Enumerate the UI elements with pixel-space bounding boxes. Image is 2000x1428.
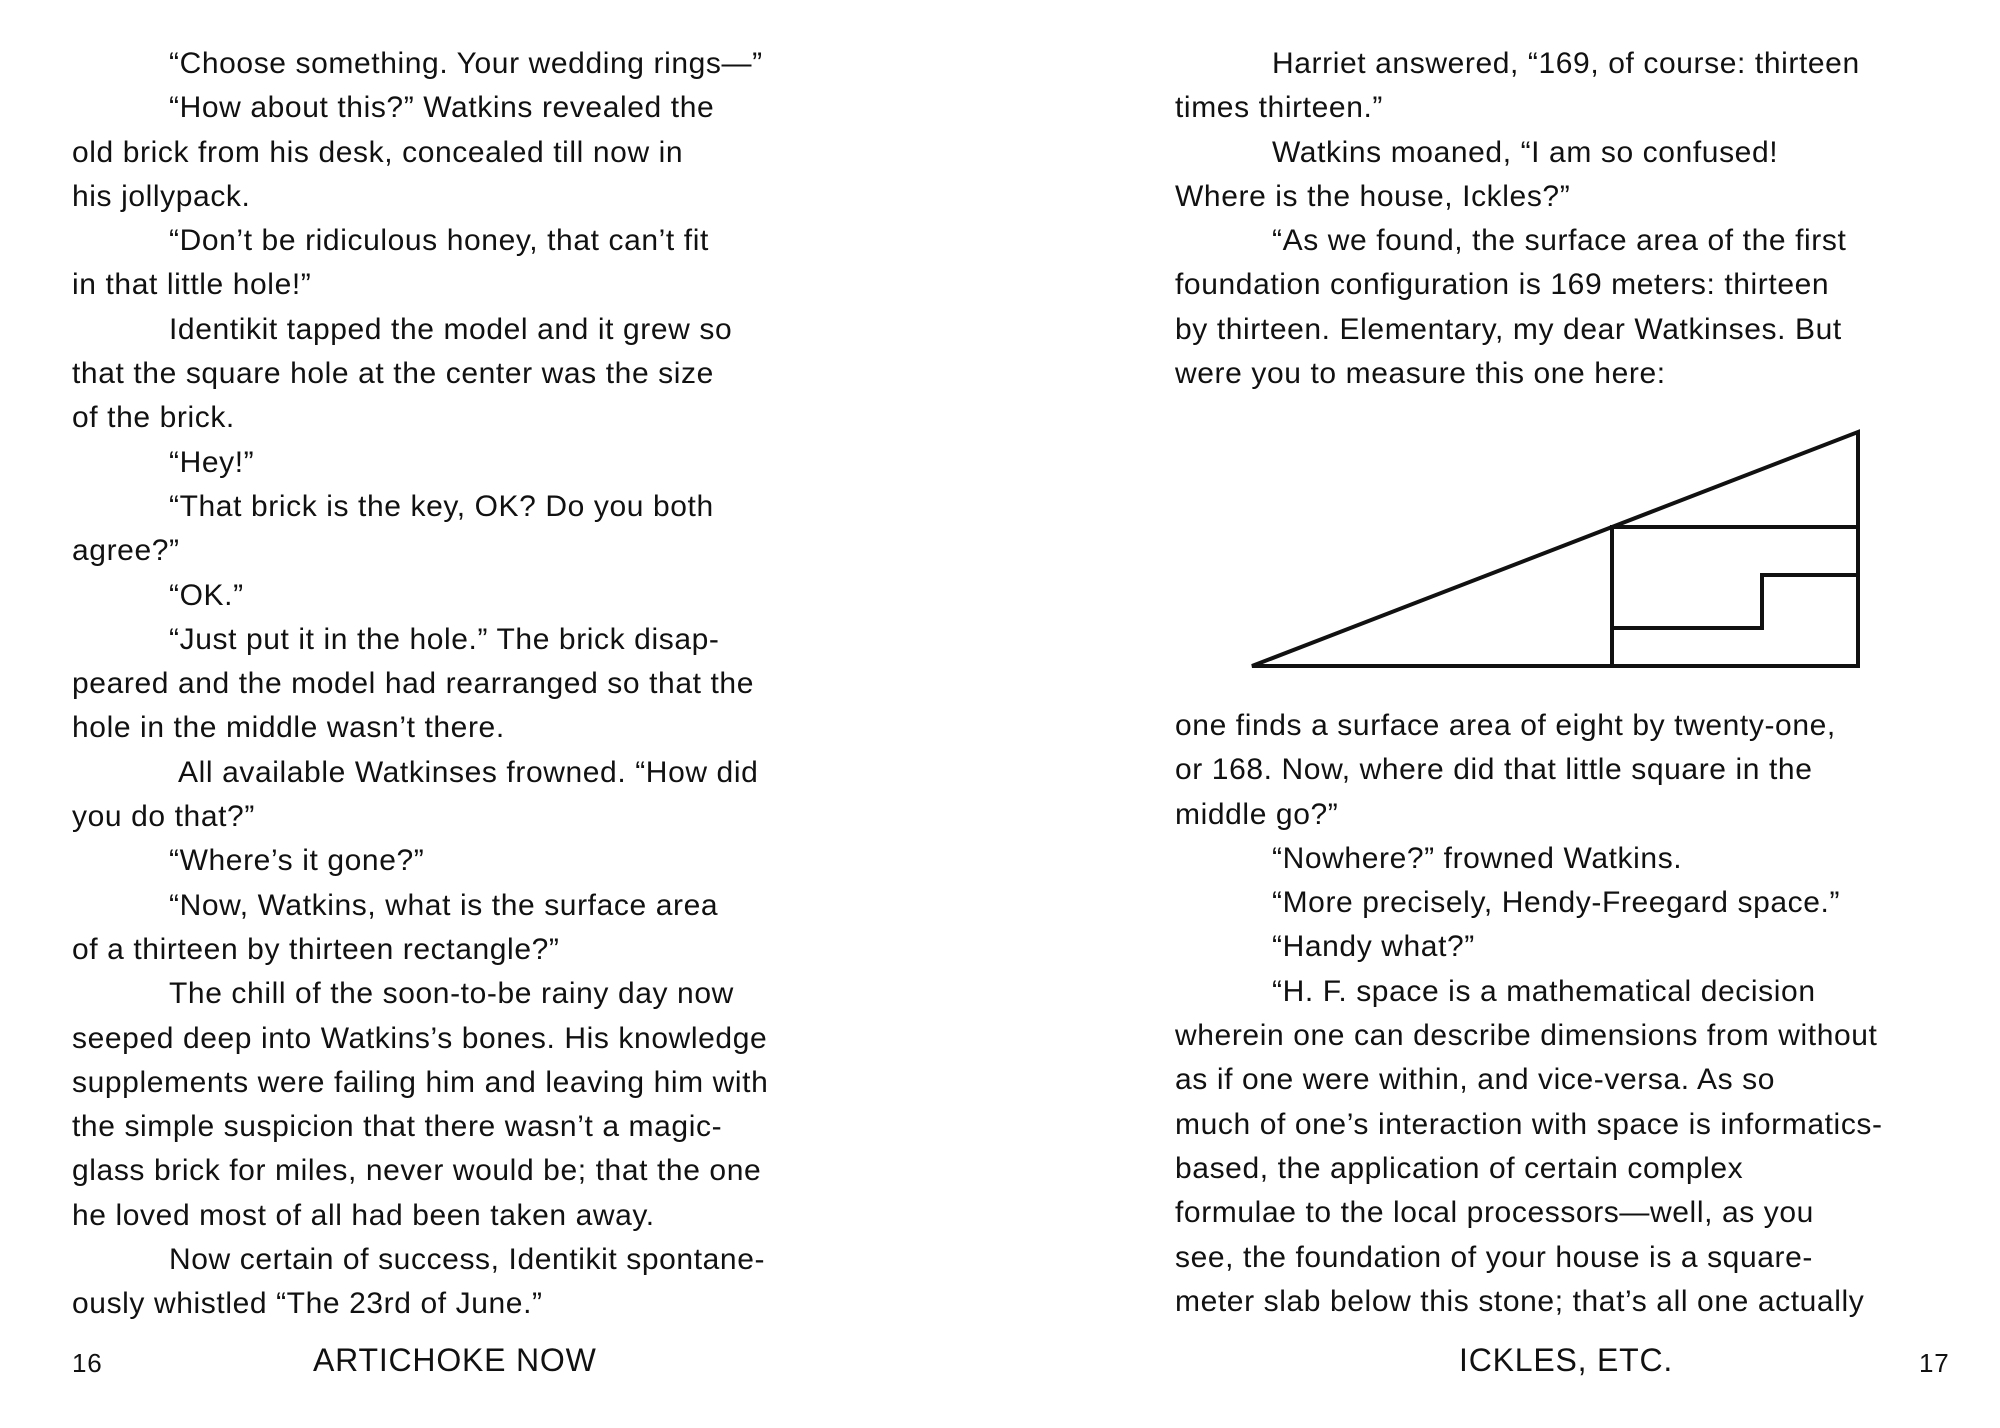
- text-line: “Just put it in the hole.” The brick disap-: [169, 622, 720, 656]
- text-line: you do that?”: [72, 800, 255, 834]
- text-line: “Nowhere?” frowned Watkins.: [1272, 841, 1683, 875]
- text-line: Watkins moaned, “I am so confused!: [1272, 135, 1779, 169]
- text-line: formulae to the local processors—well, as you: [1175, 1196, 1814, 1230]
- text-line: “Don’t be ridiculous honey, that can’t fit: [169, 224, 709, 258]
- text-line: times thirteen.”: [1175, 91, 1383, 125]
- text-line: one finds a surface area of eight by twenty-one,: [1175, 709, 1836, 742]
- text-line: “Where’s it gone?”: [169, 844, 425, 878]
- right-running-head: ICKLES, ETC.: [1459, 1342, 1674, 1378]
- text-line: supplements were failing him and leaving him with: [72, 1065, 769, 1099]
- text-line: hole in the middle wasn’t there.: [72, 711, 505, 745]
- left-running-head: ARTICHOKE NOW: [313, 1342, 597, 1378]
- text-line: based, the application of certain complex: [1175, 1151, 1744, 1185]
- text-line: meter slab below this stone; that’s all one actually: [1175, 1284, 1865, 1318]
- text-line: “H. F. space is a mathematical decision: [1272, 974, 1816, 1008]
- text-line: by thirteen. Elementary, my dear Watkinses. But: [1175, 312, 1842, 346]
- text-line: Where is the house, Ickles?”: [1175, 179, 1571, 213]
- text-line: as if one were within, and vice-versa. As so: [1175, 1063, 1776, 1097]
- text-line: All available Watkinses frowned. “How did: [178, 755, 759, 789]
- right-page-body-top: [1175, 42, 1860, 396]
- right-page: [1000, 0, 2000, 1428]
- text-line: or 168. Now, where did that little square in the: [1175, 753, 1813, 787]
- text-line: agree?”: [72, 534, 180, 568]
- diagram-outer-triangle: [1252, 432, 1858, 666]
- text-line: middle go?”: [1175, 797, 1339, 831]
- text-line: that the square hole at the center was the size: [72, 357, 714, 391]
- text-line: his jollypack.: [72, 179, 251, 213]
- text-line: ously whistled “The 23rd of June.”: [72, 1287, 543, 1321]
- text-line: seeped deep into Watkins’s bones. His knowledge: [72, 1021, 768, 1055]
- text-line: “Now, Watkins, what is the surface area: [169, 888, 719, 922]
- text-line: glass brick for miles, never would be; that the one: [72, 1154, 762, 1188]
- text-line: old brick from his desk, concealed till now in: [72, 135, 684, 169]
- text-line: “As we found, the surface area of the first: [1272, 224, 1847, 258]
- text-line: peared and the model had rearranged so that the: [72, 667, 755, 701]
- text-line: “How about this?” Watkins revealed the: [169, 91, 715, 125]
- text-line: he loved most of all had been taken away.: [72, 1198, 655, 1232]
- text-line: The chill of the soon-to-be rainy day now: [169, 977, 734, 1011]
- right-page-number: 17: [1919, 1348, 1950, 1378]
- left-page-body: [72, 42, 768, 1327]
- text-line: in that little hole!”: [72, 268, 312, 302]
- text-line: of the brick.: [72, 401, 235, 435]
- text-line: Now certain of success, Identikit spontane-: [169, 1243, 766, 1277]
- text-line: “Hey!”: [169, 445, 255, 479]
- diagram-step-shape: [1612, 575, 1858, 628]
- text-line: “OK.”: [169, 578, 244, 612]
- text-line: the simple suspicion that there wasn’t a magic-: [72, 1110, 723, 1144]
- text-line: were you to measure this one here:: [1175, 357, 1666, 391]
- text-line: foundation configuration is 169 meters: thirteen: [1175, 268, 1830, 302]
- triangle-dissection-diagram: [1250, 428, 1870, 678]
- text-line: see, the foundation of your house is a square-: [1175, 1240, 1813, 1274]
- text-line: “Handy what?”: [1272, 930, 1475, 964]
- left-page-number: 16: [72, 1348, 103, 1378]
- text-line: of a thirteen by thirteen rectangle?”: [72, 932, 560, 966]
- text-line: wherein one can describe dimensions from without: [1175, 1019, 1878, 1053]
- text-line: Harriet answered, “169, of course: thirteen: [1272, 47, 1860, 80]
- text-line: much of one’s interaction with space is informatics-: [1175, 1107, 1883, 1141]
- text-line: Identikit tapped the model and it grew so: [169, 312, 733, 346]
- text-line: “More precisely, Hendy-Freegard space.”: [1272, 886, 1841, 920]
- right-page-body-bottom: [1175, 704, 1883, 1324]
- text-line: “Choose something. Your wedding rings—”: [169, 47, 763, 80]
- text-line: “That brick is the key, OK? Do you both: [169, 489, 714, 523]
